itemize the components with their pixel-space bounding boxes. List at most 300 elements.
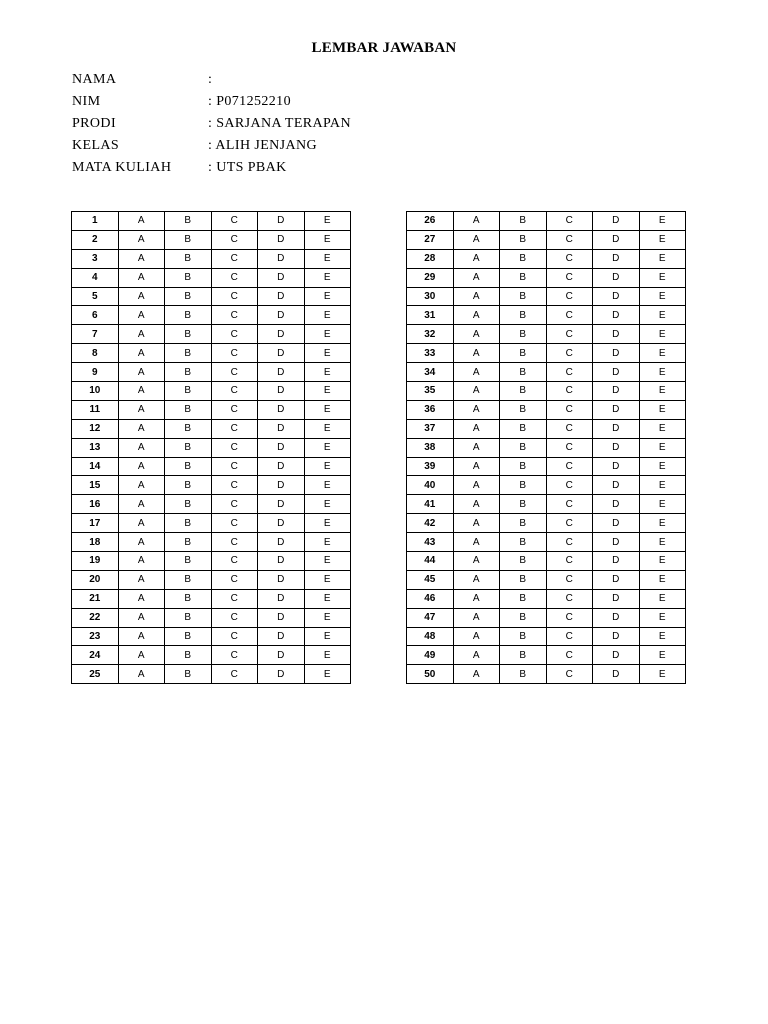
answer-row [407, 570, 686, 589]
answer-option-e[interactable]: E [304, 344, 351, 363]
answer-row [72, 646, 351, 665]
answer-option-a[interactable]: A [453, 457, 500, 476]
answer-option-b[interactable]: B [165, 325, 212, 344]
question-number: 4 [72, 268, 119, 287]
answer-option-e[interactable]: E [304, 325, 351, 344]
answer-option-e[interactable]: E [304, 514, 351, 533]
answer-option-b[interactable]: B [165, 608, 212, 627]
info-row-nama [72, 70, 351, 92]
question-number: 45 [407, 570, 454, 589]
answer-option-c[interactable]: C [211, 325, 258, 344]
answer-option-e[interactable]: E [304, 533, 351, 552]
answer-option-c[interactable]: C [546, 570, 593, 589]
answer-option-e[interactable]: E [304, 627, 351, 646]
answer-option-a[interactable]: A [453, 552, 500, 571]
answer-option-a[interactable]: A [453, 589, 500, 608]
answer-option-b[interactable]: B [165, 230, 212, 249]
question-number: 27 [407, 230, 454, 249]
info-value: : ALIH JENJANG [208, 138, 318, 153]
answer-option-e[interactable]: E [639, 514, 686, 533]
answer-option-d[interactable]: D [258, 627, 305, 646]
answer-row [72, 344, 351, 363]
answer-option-c[interactable]: C [211, 476, 258, 495]
answer-option-a[interactable]: A [118, 287, 165, 306]
answer-option-c[interactable]: C [546, 533, 593, 552]
answer-option-b[interactable]: B [500, 382, 547, 401]
answer-option-e[interactable]: E [304, 419, 351, 438]
answer-option-d[interactable]: D [593, 646, 640, 665]
answer-option-a[interactable]: A [118, 533, 165, 552]
answer-option-b[interactable]: B [165, 382, 212, 401]
answer-option-a[interactable]: A [453, 382, 500, 401]
answer-option-c[interactable]: C [211, 287, 258, 306]
answer-option-d[interactable]: D [593, 306, 640, 325]
answer-option-c[interactable]: C [211, 533, 258, 552]
answer-option-e[interactable]: E [304, 476, 351, 495]
answer-option-d[interactable]: D [258, 363, 305, 382]
answer-option-e[interactable]: E [639, 325, 686, 344]
answer-option-d[interactable]: D [258, 268, 305, 287]
answer-row [72, 570, 351, 589]
answer-option-b[interactable]: B [165, 438, 212, 457]
answer-option-a[interactable]: A [453, 306, 500, 325]
answer-option-d[interactable]: D [258, 400, 305, 419]
answer-option-d[interactable]: D [258, 533, 305, 552]
answer-option-b[interactable]: B [165, 514, 212, 533]
answer-option-b[interactable]: B [165, 476, 212, 495]
answer-option-e[interactable]: E [639, 287, 686, 306]
answer-option-b[interactable]: B [500, 230, 547, 249]
answer-option-b[interactable]: B [500, 476, 547, 495]
answer-option-c[interactable]: C [211, 589, 258, 608]
answer-option-d[interactable]: D [593, 344, 640, 363]
answer-option-c[interactable]: C [546, 457, 593, 476]
answer-option-c[interactable]: C [211, 438, 258, 457]
answer-option-a[interactable]: A [453, 495, 500, 514]
answer-option-e[interactable]: E [639, 608, 686, 627]
answer-option-b[interactable]: B [165, 268, 212, 287]
answer-option-c[interactable]: C [546, 400, 593, 419]
answer-option-c[interactable]: C [546, 344, 593, 363]
answer-option-c[interactable]: C [546, 306, 593, 325]
answer-option-c[interactable]: C [211, 608, 258, 627]
answer-option-d[interactable]: D [258, 552, 305, 571]
answer-option-c[interactable]: C [546, 665, 593, 684]
answer-option-a[interactable]: A [118, 249, 165, 268]
answer-option-e[interactable]: E [639, 344, 686, 363]
answer-option-a[interactable]: A [118, 552, 165, 571]
answer-option-e[interactable]: E [639, 627, 686, 646]
answer-option-a[interactable]: A [118, 363, 165, 382]
answer-option-a[interactable]: A [453, 608, 500, 627]
answer-option-d[interactable]: D [593, 570, 640, 589]
answer-option-e[interactable]: E [304, 212, 351, 231]
answer-option-d[interactable]: D [593, 249, 640, 268]
answer-option-c[interactable]: C [211, 570, 258, 589]
answer-option-a[interactable]: A [118, 495, 165, 514]
answer-option-a[interactable]: A [118, 382, 165, 401]
answer-option-a[interactable]: A [453, 249, 500, 268]
answer-option-c[interactable]: C [546, 627, 593, 646]
answer-option-b[interactable]: B [165, 665, 212, 684]
answer-option-a[interactable]: A [453, 268, 500, 287]
answer-table-left [71, 211, 351, 684]
answer-option-e[interactable]: E [304, 438, 351, 457]
question-number: 17 [72, 514, 119, 533]
answer-row [407, 608, 686, 627]
answer-option-d[interactable]: D [593, 212, 640, 231]
answer-option-d[interactable]: D [258, 589, 305, 608]
question-number: 23 [72, 627, 119, 646]
answer-option-b[interactable]: B [165, 457, 212, 476]
answer-option-b[interactable]: B [165, 589, 212, 608]
answer-option-b[interactable]: B [165, 363, 212, 382]
answer-option-e[interactable]: E [304, 589, 351, 608]
answer-option-d[interactable]: D [258, 325, 305, 344]
answer-option-b[interactable]: B [165, 552, 212, 571]
answer-row [407, 249, 686, 268]
answer-option-b[interactable]: B [165, 570, 212, 589]
answer-option-a[interactable]: A [118, 212, 165, 231]
answer-option-e[interactable]: E [304, 363, 351, 382]
answer-option-b[interactable]: B [500, 268, 547, 287]
answer-option-c[interactable]: C [211, 212, 258, 231]
answer-option-a[interactable]: A [118, 438, 165, 457]
answer-option-c[interactable]: C [211, 249, 258, 268]
answer-option-b[interactable]: B [500, 570, 547, 589]
answer-option-d[interactable]: D [258, 344, 305, 363]
answer-option-b[interactable]: B [500, 665, 547, 684]
answer-row [407, 212, 686, 231]
answer-option-c[interactable]: C [211, 306, 258, 325]
answer-option-a[interactable]: A [118, 627, 165, 646]
answer-option-d[interactable]: D [258, 646, 305, 665]
answer-option-e[interactable]: E [639, 570, 686, 589]
answer-option-c[interactable]: C [211, 665, 258, 684]
answer-option-c[interactable]: C [546, 382, 593, 401]
answer-option-b[interactable]: B [165, 344, 212, 363]
answer-option-d[interactable]: D [258, 514, 305, 533]
answer-option-d[interactable]: D [593, 457, 640, 476]
answer-option-d[interactable]: D [258, 249, 305, 268]
answer-option-c[interactable]: C [546, 325, 593, 344]
answer-option-c[interactable]: C [211, 627, 258, 646]
answer-option-a[interactable]: A [118, 514, 165, 533]
answer-option-a[interactable]: A [453, 230, 500, 249]
answer-option-a[interactable]: A [453, 325, 500, 344]
answer-option-c[interactable]: C [211, 344, 258, 363]
answer-option-b[interactable]: B [500, 533, 547, 552]
answer-row [407, 533, 686, 552]
answer-option-d[interactable]: D [258, 212, 305, 231]
answer-option-b[interactable]: B [500, 287, 547, 306]
answer-option-b[interactable]: B [165, 533, 212, 552]
answer-option-c[interactable]: C [546, 552, 593, 571]
answer-row [72, 306, 351, 325]
answer-option-a[interactable]: A [453, 514, 500, 533]
answer-option-e[interactable]: E [639, 457, 686, 476]
answer-option-b[interactable]: B [500, 212, 547, 231]
answer-option-e[interactable]: E [304, 400, 351, 419]
answer-option-d[interactable]: D [258, 382, 305, 401]
answer-option-d[interactable]: D [593, 363, 640, 382]
answer-option-b[interactable]: B [165, 627, 212, 646]
answer-option-c[interactable]: C [546, 476, 593, 495]
answer-option-e[interactable]: E [639, 552, 686, 571]
answer-option-d[interactable]: D [593, 552, 640, 571]
info-label: NAMA [72, 72, 117, 87]
answer-row [407, 495, 686, 514]
answer-option-e[interactable]: E [639, 382, 686, 401]
answer-option-d[interactable]: D [593, 589, 640, 608]
answer-option-d[interactable]: D [258, 570, 305, 589]
info-label: NIM [72, 94, 101, 109]
answer-option-d[interactable]: D [593, 230, 640, 249]
answer-option-b[interactable]: B [500, 344, 547, 363]
answer-option-a[interactable]: A [118, 665, 165, 684]
answer-option-e[interactable]: E [304, 287, 351, 306]
answer-option-d[interactable]: D [258, 287, 305, 306]
answer-option-a[interactable]: A [453, 287, 500, 306]
answer-option-c[interactable]: C [211, 230, 258, 249]
answer-option-b[interactable]: B [500, 363, 547, 382]
answer-row [72, 382, 351, 401]
answer-option-a[interactable]: A [453, 363, 500, 382]
answer-option-a[interactable]: A [453, 665, 500, 684]
question-number: 35 [407, 382, 454, 401]
answer-option-d[interactable]: D [593, 438, 640, 457]
answer-option-d[interactable]: D [593, 419, 640, 438]
answer-row [407, 400, 686, 419]
answer-option-e[interactable]: E [639, 363, 686, 382]
answer-option-b[interactable]: B [165, 646, 212, 665]
answer-option-c[interactable]: C [546, 287, 593, 306]
answer-option-a[interactable]: A [453, 570, 500, 589]
answer-option-c[interactable]: C [546, 249, 593, 268]
answer-option-d[interactable]: D [593, 400, 640, 419]
answer-option-c[interactable]: C [546, 363, 593, 382]
answer-option-b[interactable]: B [500, 627, 547, 646]
answer-option-b[interactable]: B [500, 249, 547, 268]
answer-option-b[interactable]: B [500, 457, 547, 476]
answer-option-c[interactable]: C [211, 552, 258, 571]
answer-option-a[interactable]: A [118, 344, 165, 363]
answer-option-e[interactable]: E [639, 589, 686, 608]
answer-option-d[interactable]: D [258, 306, 305, 325]
answer-option-e[interactable]: E [639, 476, 686, 495]
answer-option-c[interactable]: C [211, 400, 258, 419]
answer-option-b[interactable]: B [500, 325, 547, 344]
answer-option-d[interactable]: D [593, 325, 640, 344]
answer-row [72, 249, 351, 268]
answer-option-c[interactable]: C [211, 268, 258, 287]
info-label: KELAS [72, 138, 120, 153]
answer-option-b[interactable]: B [500, 514, 547, 533]
answer-option-c[interactable]: C [546, 495, 593, 514]
answer-option-c[interactable]: C [546, 268, 593, 287]
answer-option-b[interactable]: B [500, 419, 547, 438]
answer-option-e[interactable]: E [304, 646, 351, 665]
answer-option-d[interactable]: D [258, 665, 305, 684]
answer-option-a[interactable]: A [453, 438, 500, 457]
answer-option-a[interactable]: A [453, 533, 500, 552]
answer-option-a[interactable]: A [118, 476, 165, 495]
answer-option-b[interactable]: B [165, 212, 212, 231]
answer-option-e[interactable]: E [304, 382, 351, 401]
question-number: 12 [72, 419, 119, 438]
answer-option-a[interactable]: A [453, 419, 500, 438]
answer-row [407, 589, 686, 608]
answer-option-a[interactable]: A [453, 476, 500, 495]
answer-option-e[interactable]: E [304, 306, 351, 325]
answer-option-a[interactable]: A [453, 627, 500, 646]
question-number: 29 [407, 268, 454, 287]
answer-option-d[interactable]: D [258, 495, 305, 514]
info-row-mata-kuliah [72, 158, 351, 180]
answer-option-d[interactable]: D [593, 495, 640, 514]
answer-option-c[interactable]: C [211, 495, 258, 514]
question-number: 48 [407, 627, 454, 646]
answer-option-b[interactable]: B [165, 495, 212, 514]
answer-option-e[interactable]: E [639, 646, 686, 665]
answer-option-e[interactable]: E [639, 249, 686, 268]
answer-option-c[interactable]: C [211, 382, 258, 401]
question-number: 1 [72, 212, 119, 231]
answer-option-e[interactable]: E [639, 212, 686, 231]
answer-option-c[interactable]: C [546, 514, 593, 533]
answer-option-b[interactable]: B [500, 608, 547, 627]
answer-option-b[interactable]: B [500, 306, 547, 325]
question-number: 43 [407, 533, 454, 552]
answer-option-c[interactable]: C [546, 419, 593, 438]
answer-option-c[interactable]: C [211, 363, 258, 382]
answer-option-c[interactable]: C [546, 230, 593, 249]
page-title: LEMBAR JAWABAN [311, 40, 457, 56]
answer-option-c[interactable]: C [211, 419, 258, 438]
answer-option-a[interactable]: A [118, 570, 165, 589]
answer-option-a[interactable]: A [118, 589, 165, 608]
question-number: 6 [72, 306, 119, 325]
answer-option-e[interactable]: E [639, 419, 686, 438]
answer-option-d[interactable]: D [593, 533, 640, 552]
answer-row [72, 627, 351, 646]
answer-option-b[interactable]: B [500, 589, 547, 608]
answer-option-b[interactable]: B [500, 400, 547, 419]
answer-option-b[interactable]: B [165, 306, 212, 325]
answer-option-a[interactable]: A [453, 400, 500, 419]
answer-option-d[interactable]: D [258, 608, 305, 627]
answer-option-c[interactable]: C [546, 646, 593, 665]
answer-option-c[interactable]: C [211, 514, 258, 533]
answer-option-b[interactable]: B [500, 552, 547, 571]
answer-option-a[interactable]: A [453, 212, 500, 231]
answer-option-e[interactable]: E [304, 552, 351, 571]
answer-option-d[interactable]: D [258, 419, 305, 438]
answer-option-e[interactable]: E [304, 457, 351, 476]
answer-option-d[interactable]: D [593, 287, 640, 306]
answer-option-e[interactable]: E [304, 268, 351, 287]
answer-option-e[interactable]: E [639, 533, 686, 552]
answer-option-d[interactable]: D [593, 514, 640, 533]
answer-option-b[interactable]: B [500, 495, 547, 514]
answer-option-a[interactable]: A [118, 457, 165, 476]
answer-option-e[interactable]: E [639, 400, 686, 419]
answer-option-c[interactable]: C [546, 589, 593, 608]
answer-option-e[interactable]: E [304, 665, 351, 684]
question-number: 20 [72, 570, 119, 589]
answer-option-b[interactable]: B [165, 419, 212, 438]
answer-option-e[interactable]: E [639, 306, 686, 325]
answer-option-a[interactable]: A [118, 646, 165, 665]
answer-option-a[interactable]: A [118, 306, 165, 325]
answer-option-e[interactable]: E [639, 495, 686, 514]
answer-option-a[interactable]: A [453, 344, 500, 363]
question-number: 15 [72, 476, 119, 495]
answer-option-a[interactable]: A [453, 646, 500, 665]
answer-option-c[interactable]: C [211, 457, 258, 476]
answer-option-e[interactable]: E [639, 665, 686, 684]
answer-option-d[interactable]: D [593, 476, 640, 495]
answer-option-a[interactable]: A [118, 400, 165, 419]
answer-option-e[interactable]: E [304, 230, 351, 249]
answer-row [72, 533, 351, 552]
answer-option-e[interactable]: E [639, 268, 686, 287]
question-number: 33 [407, 344, 454, 363]
answer-row [72, 552, 351, 571]
answer-option-b[interactable]: B [500, 646, 547, 665]
answer-row [407, 344, 686, 363]
question-number: 10 [72, 382, 119, 401]
answer-option-d[interactable]: D [593, 665, 640, 684]
answer-option-d[interactable]: D [593, 382, 640, 401]
answer-option-e[interactable]: E [639, 230, 686, 249]
answer-option-b[interactable]: B [165, 249, 212, 268]
answer-option-b[interactable]: B [165, 400, 212, 419]
question-number: 34 [407, 363, 454, 382]
answer-option-d[interactable]: D [258, 438, 305, 457]
info-row-prodi [72, 114, 351, 136]
answer-option-a[interactable]: A [118, 230, 165, 249]
answer-option-a[interactable]: A [118, 325, 165, 344]
student-info [72, 70, 351, 180]
answer-option-a[interactable]: A [118, 608, 165, 627]
answer-option-a[interactable]: A [118, 268, 165, 287]
answer-option-e[interactable]: E [304, 608, 351, 627]
answer-option-c[interactable]: C [211, 646, 258, 665]
answer-option-e[interactable]: E [304, 570, 351, 589]
answer-option-d[interactable]: D [258, 476, 305, 495]
answer-option-e[interactable]: E [304, 495, 351, 514]
answer-option-d[interactable]: D [593, 627, 640, 646]
answer-option-e[interactable]: E [304, 249, 351, 268]
question-number: 21 [72, 589, 119, 608]
answer-row [72, 268, 351, 287]
answer-option-d[interactable]: D [593, 268, 640, 287]
question-number: 22 [72, 608, 119, 627]
answer-option-c[interactable]: C [546, 438, 593, 457]
answer-option-e[interactable]: E [639, 438, 686, 457]
answer-option-b[interactable]: B [165, 287, 212, 306]
answer-option-d[interactable]: D [258, 230, 305, 249]
answer-option-b[interactable]: B [500, 438, 547, 457]
answer-option-c[interactable]: C [546, 608, 593, 627]
answer-option-d[interactable]: D [593, 608, 640, 627]
answer-option-c[interactable]: C [546, 212, 593, 231]
question-number: 9 [72, 363, 119, 382]
answer-option-d[interactable]: D [258, 457, 305, 476]
answer-option-a[interactable]: A [118, 419, 165, 438]
answer-row [407, 306, 686, 325]
